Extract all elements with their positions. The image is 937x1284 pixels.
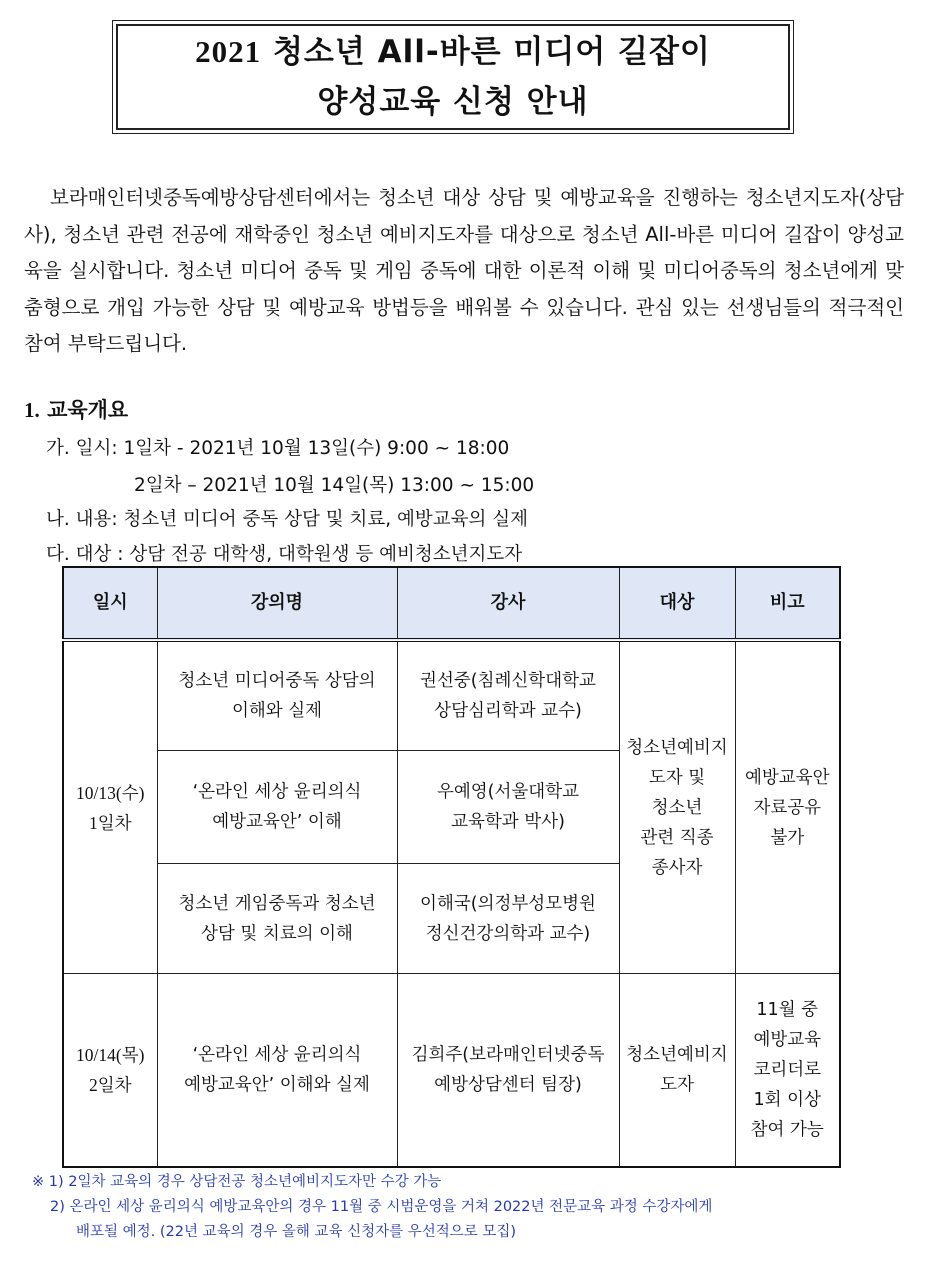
lecturer-cell: 권선중(침례신학대학교 상담심리학과 교수) [397, 640, 619, 750]
day1-note-cell: 예방교육안 자료공유 불가 [735, 640, 840, 974]
lecturer-cell: 이해국(의정부성모병원 정신건강의학과 교수) [397, 863, 619, 973]
header-lecturer: 강사 [397, 567, 619, 640]
day2-note-cell: 11월 중 예방교육 코리더로 1회 이상 참여 가능 [735, 974, 840, 1167]
section-1-title: 교육개요 [47, 398, 129, 422]
footnote-2-line-2: 배포될 예정. (22년 교육의 경우 올해 교육 신청자를 우선적으로 모집) [76, 1224, 517, 1240]
lecture-cell: ‘온라인 세상 윤리의식 예방교육안’ 이해 [157, 750, 397, 863]
lecturer-cell: 김희주(보라매인터넷중독 예방상담센터 팀장) [397, 974, 619, 1167]
schedule-label: 가. 일시: [46, 438, 124, 459]
title-line-1-text: 청소년 All-바른 미디어 길잡이 [261, 34, 711, 70]
section-1-heading [24, 394, 128, 424]
schedule-day1: 1일차 - 2021년 10월 13일(수) 9:00 ~ 18:00 [123, 438, 510, 459]
day1-target-cell: 청소년예비지 도자 및 청소년 관련 직종 종사자 [619, 640, 735, 974]
lecture-cell: 청소년 미디어중독 상담의 이해와 실제 [157, 640, 397, 750]
footnote-mark: ※ [32, 1174, 45, 1190]
header-lecture: 강의명 [157, 567, 397, 640]
day1-date-cell: 10/13(수) 1일차 [63, 640, 157, 974]
footnotes [32, 1170, 712, 1245]
lecturer-cell: 우예영(서울대학교 교육학과 박사) [397, 750, 619, 863]
title-line-1 [195, 27, 711, 77]
title-box [112, 20, 794, 134]
header-date: 일시 [63, 567, 157, 640]
header-note: 비고 [735, 567, 840, 640]
table-header-row [63, 567, 840, 640]
title-year: 2021 [195, 34, 262, 69]
section-1-number: 1. [24, 398, 40, 422]
schedule-day2: 2일차 – 2021년 10월 14일(목) 13:00 ~ 15:00 [134, 475, 535, 496]
target-line: 다. 대상 : 상담 전공 대학생, 대학원생 등 예비청소년지도자 [46, 544, 523, 565]
table-row [63, 640, 840, 750]
lecture-cell: 청소년 게임중독과 청소년 상담 및 치료의 이해 [157, 863, 397, 973]
schedule-line-day1 [46, 434, 509, 460]
footnote-1-text: 1) 2일차 교육의 경우 상담전공 청소년예비지도자만 수강 가능 [44, 1174, 442, 1190]
content-line: 나. 내용: 청소년 미디어 중독 상담 및 치료, 예방교육의 실제 [46, 509, 528, 530]
intro-paragraph: 보라매인터넷중독예방상담센터에서는 청소년 대상 상담 및 예방교육을 진행하는 청소년지도자(상담사), 청소년 관련 전공에 재학중인 청소년 예비지도자를 대상으로 청소년 All-바른 미디어 길잡이 양성교육을 실시합니다. 청소년 미디어 중독 및 게임 중독에 대한 이론적 이해 및 미디어중독의 청소년에게 맞춤형으로 개입 가능한 상담 및 예방교육 방법등을 배워볼 수 있습니다. 관심 있는 선생님들의 적극적인 참여 부탁드립니다. [24, 186, 904, 355]
lecture-cell: ‘온라인 세상 윤리의식 예방교육안’ 이해와 실제 [157, 974, 397, 1167]
schedule-table [62, 566, 841, 1168]
title-line-2: 양성교육 신청 안내 [317, 84, 589, 120]
header-target: 대상 [619, 567, 735, 640]
footnote-1 [32, 1170, 712, 1195]
footnote-2-line-1: 2) 온라인 세상 윤리의식 예방교육안의 경우 11월 중 시범운영을 거쳐 2022년 전문교육 과정 수강자에게 [50, 1199, 713, 1215]
day2-target-cell: 청소년예비지 도자 [619, 974, 735, 1167]
title-inner-frame [116, 24, 790, 130]
day2-date-cell: 10/14(목) 2일차 [63, 974, 157, 1167]
table-row [63, 974, 840, 1167]
